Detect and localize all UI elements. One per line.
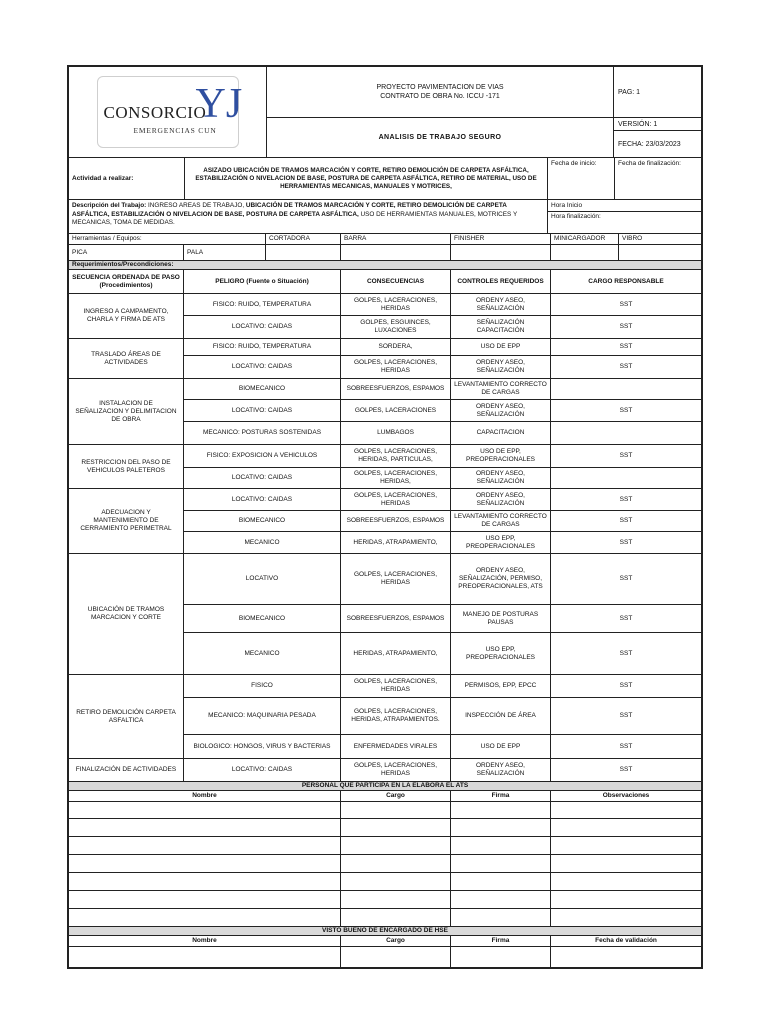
approval-date-field[interactable]: [551, 947, 701, 967]
participant-role-field[interactable]: [341, 855, 451, 873]
control-cell: ORDENY ASEO, SEÑALIZACIÓN: [451, 468, 551, 489]
participant-signature-field[interactable]: [451, 891, 551, 909]
description-text-b: UBICACIÓN DE TRAMOS MARCACIÓN Y CORTE, RETIRO DEMOLICIÓN DE CARPETA ASFÁLTICA, ESTABILIZACIÓN O NIVELACION DE BASE, POSTURA DE CARPETA ASFÁLTICA,: [72, 202, 507, 218]
hazard-row: [184, 445, 701, 468]
responsible-cell: SST: [551, 698, 701, 735]
participant-notes-field[interactable]: [551, 819, 701, 837]
hazard-table-body: [69, 294, 701, 782]
consequence-cell: GOLPES, LACERACIONES, HERIDAS: [341, 489, 451, 511]
procedure-step: [69, 675, 701, 759]
participant-notes-field[interactable]: [551, 855, 701, 873]
responsible-cell: SST: [551, 400, 701, 422]
responsible-cell: SST: [551, 759, 701, 782]
approval-title: VISTO BUENO DE ENCARGADO DE HSE: [69, 927, 701, 936]
contract-number: CONTRATO DE OBRA No. ICCU -171: [380, 93, 500, 100]
hazard-row: [184, 294, 701, 316]
hazard-cell: MECANICO: MAQUINARIA PESADA: [184, 698, 341, 735]
hazard-row: [184, 735, 701, 759]
consequence-cell: ENFERMEDADES VIRALES: [341, 735, 451, 759]
control-cell: ORDENY ASEO, SEÑALIZACIÓN: [451, 356, 551, 379]
control-cell: INSPECCIÓN DE ÁREA: [451, 698, 551, 735]
tool-cell: [341, 245, 451, 261]
step-name: INGRESO A CAMPAMENTO, CHARLA Y FIRMA DE ATS: [69, 294, 184, 339]
participants-title: PERSONAL QUE PARTICIPA EN LA ELABORA EL ATS: [69, 782, 701, 791]
control-cell: PERMISOS, EPP, EPCC: [451, 675, 551, 698]
responsible-cell: SST: [551, 489, 701, 511]
consequence-cell: GOLPES, LACERACIONES, HERIDAS: [341, 294, 451, 316]
step-name: TRASLADO ÁREAS DE ACTIVIDADES: [69, 339, 184, 379]
participants-col-name: Nombre: [69, 791, 341, 802]
hazard-cell: LOCATIVO: CAIDAS: [184, 759, 341, 782]
participant-signature-field[interactable]: [451, 855, 551, 873]
hazard-row: [184, 316, 701, 339]
hazard-row: [184, 759, 701, 782]
hazard-cell: BIOMECANICO: [184, 605, 341, 633]
consequence-cell: GOLPES, LACERACIONES, HERIDAS: [341, 675, 451, 698]
consequence-cell: GOLPES, LACERACIONES, HERIDAS: [341, 759, 451, 782]
description-label: Descripción del Trabajo:: [72, 202, 147, 209]
tools-row: [69, 245, 701, 261]
procedure-step: [69, 759, 701, 782]
responsible-cell: SST: [551, 675, 701, 698]
participant-role-field[interactable]: [341, 873, 451, 891]
document-meta: [614, 67, 701, 157]
col-consequences: CONSECUENCIAS: [341, 270, 451, 294]
hour-end-label: Hora finalización:: [548, 212, 701, 234]
participants-col-role: Cargo: [341, 791, 451, 802]
hours-cell: [548, 200, 701, 234]
procedure-step: [69, 339, 701, 379]
responsible-cell: SST: [551, 316, 701, 339]
step-name: UBICACIÓN DE TRAMOS MARCACION Y CORTE: [69, 554, 184, 675]
participant-row: [69, 837, 701, 855]
control-cell: ORDENY ASEO, SEÑALIZACIÓN: [451, 294, 551, 316]
control-cell: ORDENY ASEO, SEÑALIZACIÓN: [451, 489, 551, 511]
approval-col-signature: Firma: [451, 936, 551, 947]
participant-notes-field[interactable]: [551, 891, 701, 909]
participant-row: [69, 802, 701, 819]
consequence-cell: GOLPES, LACERACIONES, HERIDAS: [341, 356, 451, 379]
hazard-cell: FISICO: [184, 675, 341, 698]
responsible-cell: SST: [551, 445, 701, 468]
consequence-cell: SORDERA,: [341, 339, 451, 356]
approval-col-date: Fecha de validación: [551, 936, 701, 947]
version: VERSIÓN: 1: [618, 120, 658, 128]
participant-signature-field[interactable]: [451, 909, 551, 927]
participant-notes-field[interactable]: [551, 802, 701, 819]
responsible-cell: SST: [551, 735, 701, 759]
participant-row: [69, 891, 701, 909]
hazard-cell: FISICO: RUIDO, TEMPERATURA: [184, 339, 341, 356]
ats-form: [67, 65, 703, 969]
approval-col-name: Nombre: [69, 936, 341, 947]
control-cell: CAPACITACION: [451, 422, 551, 445]
tool-cell: [619, 245, 701, 261]
hazard-cell: BIOLOGICO: HONGOS, VIRUS Y BACTERIAS: [184, 735, 341, 759]
hazard-cell: MECANICO: [184, 532, 341, 554]
col-responsible: CARGO RESPONSABLE: [551, 270, 701, 294]
consequence-cell: SOBREESFUERZOS, ESPAMOS: [341, 605, 451, 633]
procedure-step: [69, 489, 701, 554]
control-cell: ORDENY ASEO, SEÑALIZACIÓN: [451, 400, 551, 422]
responsible-cell: [551, 422, 701, 445]
tool-cell: CORTADORA: [266, 234, 341, 245]
consequence-cell: GOLPES, LACERACIONES, HERIDAS,: [341, 468, 451, 489]
participant-role-field[interactable]: [341, 909, 451, 927]
participants-header: [69, 791, 701, 802]
participant-name-field[interactable]: [69, 909, 341, 927]
consequence-cell: HERIDAS, ATRAPAMIENTO,: [341, 532, 451, 554]
hazard-cell: LOCATIVO: CAIDAS: [184, 489, 341, 511]
hazard-row: [184, 379, 701, 400]
participant-row: [69, 909, 701, 927]
requirements-label: Requerimientos/Precondiciones:: [69, 261, 701, 270]
hazard-cell: MECANICO: POSTURAS SOSTENIDAS: [184, 422, 341, 445]
consequence-cell: LUMBAGOS: [341, 422, 451, 445]
document-date: FECHA: 23/03/2023: [618, 140, 681, 148]
participant-role-field[interactable]: [341, 837, 451, 855]
hazard-row: [184, 605, 701, 633]
participant-notes-field[interactable]: [551, 873, 701, 891]
control-cell: USO DE EPP: [451, 735, 551, 759]
participant-notes-field[interactable]: [551, 909, 701, 927]
participant-role-field[interactable]: [341, 819, 451, 837]
responsible-cell: SST: [551, 294, 701, 316]
step-name: RESTRICCION DEL PASO DE VEHICULOS PALETEROS: [69, 445, 184, 489]
page-number: PAG: 1: [618, 88, 641, 96]
form-header: [69, 67, 701, 158]
procedure-step: [69, 445, 701, 489]
participant-name-field[interactable]: [69, 819, 341, 837]
tool-cell: PICA: [69, 245, 184, 261]
hazard-cell: MECANICO: [184, 633, 341, 675]
participant-signature-field[interactable]: [451, 819, 551, 837]
tool-cell: PALA: [184, 245, 266, 261]
participant-row: [69, 873, 701, 891]
tool-cell: FINISHER: [451, 234, 551, 245]
hazard-cell: FISICO: EXPOSICION A VEHICULOS: [184, 445, 341, 468]
control-cell: USO EPP, PREOPERACIONALES: [451, 532, 551, 554]
col-sequence: SECUENCIA ORDENADA DE PASO (Procedimientos): [69, 270, 184, 294]
control-cell: USO EPP, PREOPERACIONALES: [451, 633, 551, 675]
activity-label: Actividad a realizar:: [69, 158, 185, 200]
approval-signature-field[interactable]: [451, 947, 551, 967]
consequence-cell: GOLPES, LACERACIONES, HERIDAS, PARTICULAS,: [341, 445, 451, 468]
tool-cell: BARRA: [341, 234, 451, 245]
control-cell: USO DE EPP: [451, 339, 551, 356]
participant-row: [69, 855, 701, 873]
logo-cell: [69, 67, 267, 157]
control-cell: ORDENY ASEO, SEÑALIZACIÓN: [451, 759, 551, 782]
company-logo: [97, 76, 243, 148]
participant-rows: [69, 802, 701, 927]
tools-label-row: [69, 234, 701, 245]
responsible-cell: SST: [551, 554, 701, 605]
procedure-step: [69, 554, 701, 675]
hazard-row: [184, 698, 701, 735]
consequence-cell: GOLPES, LACERACIONES, HERIDAS, ATRAPAMIENTOS.: [341, 698, 451, 735]
document-title: ANALISIS DE TRABAJO SEGURO: [378, 134, 502, 141]
col-hazard: PELIGRO (Fuente o Situación): [184, 270, 341, 294]
consequence-cell: SOBREESFUERZOS, ESPAMOS: [341, 511, 451, 532]
activity-text: ASIZADO UBICACIÓN DE TRAMOS MARCACIÓN Y CORTE, RETIRO DEMOLICIÓN DE CARPETA ASFÁLTICA, ESTABILIZACIÓN O NIVELACION DE BASE, POSTURA DE CARPETA ASFÁLTICA, RETIRO DE MATERIAL, USO DE HERRAMIENTAS MECANICAS, MANUALES Y MOTRICES,: [185, 158, 548, 200]
participant-row: [69, 819, 701, 837]
tool-cell: [266, 245, 341, 261]
control-cell: SEÑALIZACIÓN CAPACITACIÓN: [451, 316, 551, 339]
project-name: PROYECTO PAVIMENTACION DE VIAS: [376, 84, 504, 91]
hazard-row: [184, 511, 701, 532]
hazard-cell: LOCATIVO: CAIDAS: [184, 468, 341, 489]
project-info: [267, 67, 614, 157]
approval-row: [69, 947, 701, 967]
start-date-label: Fecha de inicio:: [548, 158, 615, 200]
hazard-row: [184, 422, 701, 445]
participants-col-signature: Firma: [451, 791, 551, 802]
control-cell: LEVANTAMIENTO CORRECTO DE CARGAS: [451, 379, 551, 400]
tool-cell: [451, 245, 551, 261]
work-description: [69, 200, 548, 234]
responsible-cell: SST: [551, 532, 701, 554]
consequence-cell: HERIDAS, ATRAPAMIENTO,: [341, 633, 451, 675]
hazard-cell: LOCATIVO: [184, 554, 341, 605]
hazard-row: [184, 339, 701, 356]
hazard-row: [184, 489, 701, 511]
procedure-step: [69, 294, 701, 339]
responsible-cell: SST: [551, 511, 701, 532]
participant-signature-field[interactable]: [451, 873, 551, 891]
responsible-cell: [551, 379, 701, 400]
col-controls: CONTROLES REQUERIDOS: [451, 270, 551, 294]
hour-start-label: Hora Inicio: [548, 200, 701, 212]
participant-name-field[interactable]: [69, 802, 341, 819]
participants-col-notes: Observaciones: [551, 791, 701, 802]
approval-col-role: Cargo: [341, 936, 451, 947]
hazard-cell: BIOMECANICO: [184, 511, 341, 532]
control-cell: ORDENY ASEO, SEÑALIZACIÓN, PERMISO, PREOPERACIONALES, ATS: [451, 554, 551, 605]
hazard-cell: BIOMECANICO: [184, 379, 341, 400]
description-text-c: USO DE HERRAMIENTAS MANUALES, MOTRICES Y MECANICAS, TOMA DE MEDIDAS.: [72, 210, 518, 227]
approval-name-field[interactable]: [69, 947, 341, 967]
procedure-step: [69, 379, 701, 445]
responsible-cell: SST: [551, 339, 701, 356]
approval-role-field[interactable]: [341, 947, 451, 967]
consequence-cell: GOLPES, LACERACIONES, HERIDAS: [341, 554, 451, 605]
logo-subtitle: EMERGENCIAS CUN: [133, 126, 217, 135]
hazard-row: [184, 532, 701, 554]
participant-signature-field[interactable]: [451, 837, 551, 855]
participant-role-field[interactable]: [341, 891, 451, 909]
hazard-table-header: [69, 270, 701, 294]
responsible-cell: [551, 468, 701, 489]
hazard-row: [184, 675, 701, 698]
participant-signature-field[interactable]: [451, 802, 551, 819]
logo-word: CONSORCIO: [103, 103, 207, 122]
responsible-cell: SST: [551, 605, 701, 633]
logo-mark: YJ: [195, 81, 243, 127]
step-name: ADECUACION Y MANTENIMIENTO DE CERRAMIENTO PERIMETRAL: [69, 489, 184, 554]
responsible-cell: SST: [551, 633, 701, 675]
participant-name-field[interactable]: [69, 891, 341, 909]
description-text-a: INGRESO AREAS DE TRABAJO,: [146, 202, 246, 209]
consequence-cell: SOBREESFUERZOS, ESPAMOS: [341, 379, 451, 400]
consequence-cell: GOLPES, LACERACIONES: [341, 400, 451, 422]
tools-label: Herramientas / Equipos:: [69, 234, 266, 245]
tool-cell: MINICARGADOR: [551, 234, 619, 245]
hazard-row: [184, 468, 701, 489]
step-name: RETIRO DEMOLICIÓN CARPETA ASFALTICA: [69, 675, 184, 759]
hazard-cell: FISICO: RUIDO, TEMPERATURA: [184, 294, 341, 316]
activity-row: [69, 158, 701, 200]
participant-name-field[interactable]: [69, 837, 341, 855]
consequence-cell: GOLPES, ESGUINCES, LUXACIONES: [341, 316, 451, 339]
participant-name-field[interactable]: [69, 855, 341, 873]
step-name: INSTALACION DE SEÑALIZACION Y DELIMITACION DE OBRA: [69, 379, 184, 445]
control-cell: LEVANTAMIENTO CORRECTO DE CARGAS: [451, 511, 551, 532]
hazard-row: [184, 633, 701, 675]
step-name: FINALIZACIÓN DE ACTIVIDADES: [69, 759, 184, 782]
hazard-row: [184, 400, 701, 422]
approval-header: [69, 936, 701, 947]
hazard-cell: LOCATIVO: CAIDAS: [184, 400, 341, 422]
tool-cell: [551, 245, 619, 261]
hazard-cell: LOCATIVO: CAIDAS: [184, 316, 341, 339]
hazard-row: [184, 356, 701, 379]
hazard-cell: LOCATIVO: CAIDAS: [184, 356, 341, 379]
control-cell: MANEJO DE POSTURAS PAUSAS: [451, 605, 551, 633]
responsible-cell: SST: [551, 356, 701, 379]
participant-notes-field[interactable]: [551, 837, 701, 855]
end-date-label: Fecha de finalización:: [615, 158, 701, 200]
control-cell: USO DE EPP, PREOPERACIONALES: [451, 445, 551, 468]
participant-name-field[interactable]: [69, 873, 341, 891]
description-row: [69, 200, 701, 234]
tool-cell: VIBRO: [619, 234, 701, 245]
hazard-row: [184, 554, 701, 605]
participant-role-field[interactable]: [341, 802, 451, 819]
